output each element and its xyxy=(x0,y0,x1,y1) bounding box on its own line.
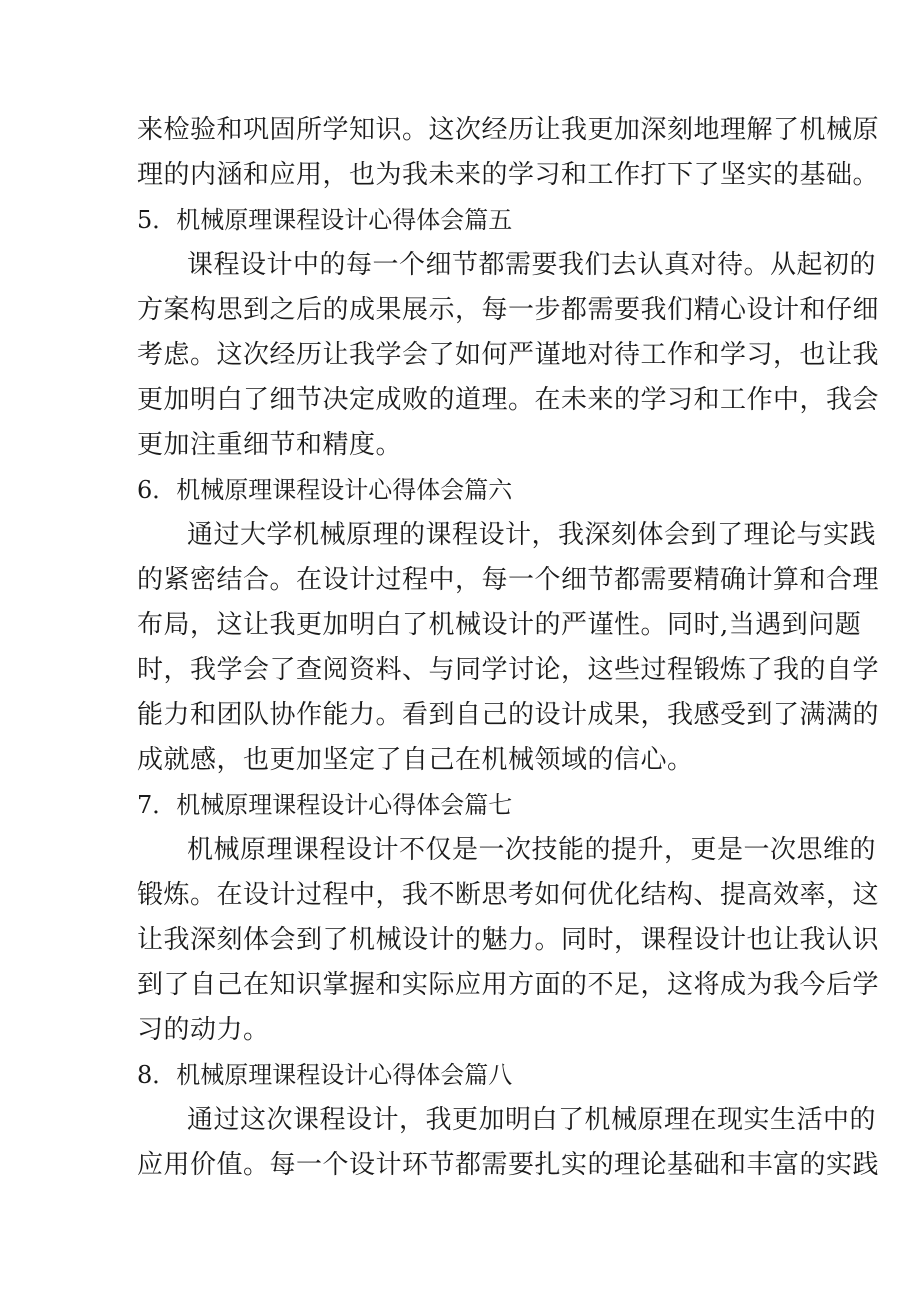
section-heading: 6．机械原理课程设计心得体会篇六 xyxy=(137,476,513,504)
paragraph-line: 到了自己在知识掌握和实际应用方面的不足，这将成为我今后学 xyxy=(137,970,880,1000)
paragraph-line: 来检验和巩固所学知识。这次经历让我更加深刻地理解了机械原 xyxy=(137,115,880,145)
paragraph-first-line: 通过大学机械原理的课程设计，我深刻体会到了理论与实践 xyxy=(187,520,877,550)
document-page xyxy=(137,108,880,1188)
paragraph-line: 让我深刻体会到了机械设计的魅力。同时，课程设计也让我认识 xyxy=(137,925,880,955)
paragraph-line: 应用价值。每一个设计环节都需要扎实的理论基础和丰富的实践 xyxy=(137,1150,880,1180)
paragraph-line: 的紧密结合。在设计过程中，每一个细节都需要精确计算和合理 xyxy=(137,565,880,595)
paragraph-line: 习的动力。 xyxy=(137,1015,270,1045)
paragraph-first-line: 机械原理课程设计不仅是一次技能的提升，更是一次思维的 xyxy=(187,835,877,865)
paragraph-line: 考虑。这次经历让我学会了如何严谨地对待工作和学习，也让我 xyxy=(137,340,880,370)
paragraph-line: 理的内涵和应用，也为我未来的学习和工作打下了坚实的基础。 xyxy=(137,160,880,190)
paragraph-line: 成就感，也更加坚定了自己在机械领域的信心。 xyxy=(137,745,694,775)
paragraph-line: 布局，这让我更加明白了机械设计的严谨性。同时,当遇到问题 xyxy=(137,610,862,640)
paragraph-line: 锻炼。在设计过程中，我不断思考如何优化结构、提高效率，这 xyxy=(137,880,880,910)
paragraph-line: 时，我学会了查阅资料、与同学讨论，这些过程锻炼了我的自学 xyxy=(137,655,880,685)
paragraph-first-line: 通过这次课程设计，我更加明白了机械原理在现实生活中的 xyxy=(187,1105,877,1135)
section-heading: 5．机械原理课程设计心得体会篇五 xyxy=(137,206,513,234)
paragraph-line: 方案构思到之后的成果展示，每一步都需要我们精心设计和仔细 xyxy=(137,295,880,325)
paragraph-line: 能力和团队协作能力。看到自己的设计成果，我感受到了满满的 xyxy=(137,700,880,730)
section-heading: 8．机械原理课程设计心得体会篇八 xyxy=(137,1061,513,1089)
section-heading: 7．机械原理课程设计心得体会篇七 xyxy=(137,791,513,819)
paragraph-line: 更加明白了细节决定成败的道理。在未来的学习和工作中，我会 xyxy=(137,385,880,415)
paragraph-first-line: 课程设计中的每一个细节都需要我们去认真对待。从起初的 xyxy=(187,250,877,280)
paragraph-line: 更加注重细节和精度。 xyxy=(137,430,403,460)
